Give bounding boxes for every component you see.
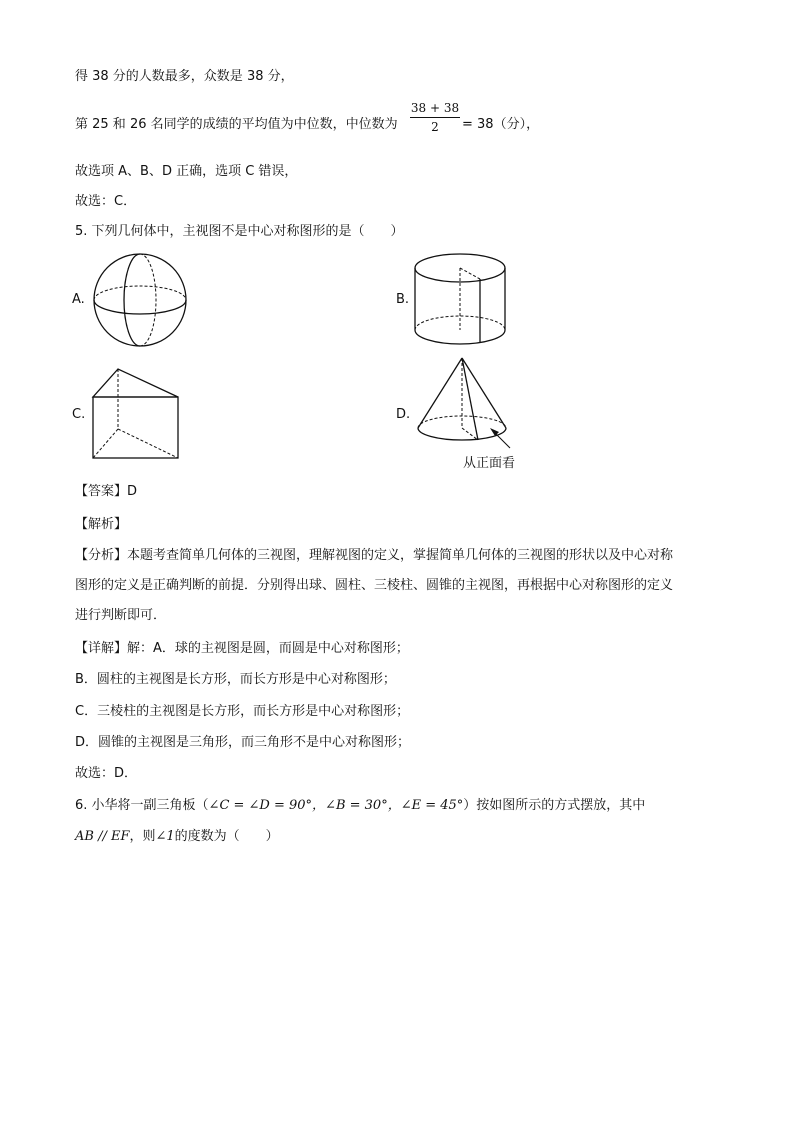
solution-line-2-result: = 38（分）， <box>462 117 540 132</box>
q6-parallel-math: AB // EF <box>75 829 130 844</box>
fenxi-text-1: 本题考查简单几何体的三视图，理解视图的定义，掌握简单几何体的三视图的形状以及中心对称 <box>127 548 674 563</box>
detail-line-4: D．圆锥的主视图是三角形，而三角形不是中心对称图形； <box>75 735 411 750</box>
solution-line-2 <box>75 116 398 134</box>
option-d-label: D. <box>396 407 411 422</box>
solution-line-3: 故选项 A、B、D 正确，选项 C 错误， <box>75 164 298 179</box>
q6-angles-math: ∠C = ∠D = 90°，∠B = 30°，∠E = 45° <box>208 798 464 813</box>
fenxi-line-1 <box>75 547 673 565</box>
cone-caption: 从正面看 <box>463 456 516 471</box>
question-5: 5. 下列几何体中，主视图不是中心对称图形的是（ ） <box>75 224 404 239</box>
cone-figure <box>414 356 520 452</box>
detail-line-3: C．三棱柱的主视图是长方形，而长方形是中心对称图形； <box>75 704 410 719</box>
solution-line-2-text: 第 25 和 26 名同学的成绩的平均值为中位数，中位数为 <box>75 117 398 132</box>
option-c-label: C. <box>72 407 86 422</box>
median-fraction <box>410 100 460 135</box>
option-b-label: B. <box>396 292 410 307</box>
option-a-label: A. <box>72 292 85 307</box>
detail-line-5: 故选：D． <box>75 766 138 781</box>
detail-label: 【详解】 <box>75 641 128 656</box>
fraction-denominator: 2 <box>431 120 439 134</box>
cylinder-figure <box>414 252 509 348</box>
q6-text-2b: 的度数为（ ） <box>174 829 279 844</box>
q6-text-1a: 6. 小华将一副三角板（ <box>75 798 209 813</box>
fenxi-label: 【分析】 <box>75 548 128 563</box>
sphere-figure <box>92 252 192 352</box>
fraction-bar <box>410 117 460 118</box>
fenxi-line-3: 进行判断即可． <box>75 608 167 623</box>
answer-label: 【答案】 <box>75 484 128 499</box>
answer-line <box>75 483 137 501</box>
solution-line-4: 故选：C． <box>75 194 137 209</box>
q6-text-1b: ）按如图所示的方式摆放，其中 <box>463 798 646 813</box>
solution-line-1: 得 38 分的人数最多，众数是 38 分， <box>75 69 294 84</box>
answer-value: D <box>127 484 138 499</box>
question-6-line-2 <box>75 828 279 846</box>
detail-line-2: B．圆柱的主视图是长方形，而长方形是中心对称图形； <box>75 672 396 687</box>
detail-text-1: 解：A．球的主视图是圆，而圆是中心对称图形； <box>127 641 409 656</box>
q6-angle-1: ∠1 <box>155 829 175 844</box>
fenxi-line-2: 图形的定义是正确判断的前提．分别得出球、圆柱、三棱柱、圆锥的主视图，再根据中心对称图形的定义 <box>75 578 674 593</box>
question-6-line-1 <box>75 797 645 815</box>
fraction-numerator: 38 + 38 <box>410 101 460 115</box>
q6-text-2a: ，则 <box>129 829 156 844</box>
triangular-prism-figure <box>92 366 184 462</box>
detail-line-1 <box>75 640 409 658</box>
analysis-label: 【解析】 <box>75 517 128 532</box>
